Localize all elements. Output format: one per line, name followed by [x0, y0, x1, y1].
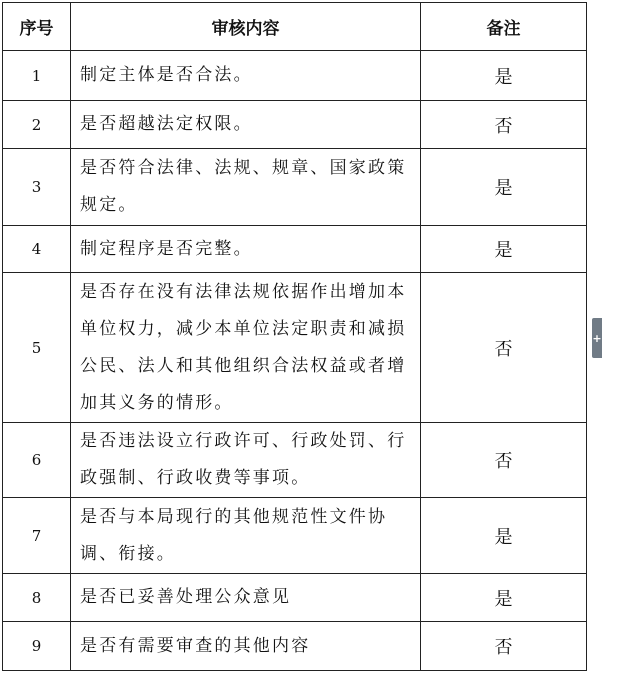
table-row	[3, 423, 587, 498]
row-note: 是	[421, 226, 587, 273]
row-note: 否	[421, 273, 587, 423]
row-content: 制定主体是否合法。	[71, 51, 421, 101]
row-note: 是	[421, 149, 587, 226]
row-number: 7	[3, 498, 71, 574]
row-content: 是否符合法律、法规、规章、国家政策规定。	[71, 149, 421, 226]
table-row	[3, 574, 587, 622]
table-row	[3, 622, 587, 671]
row-number: 3	[3, 149, 71, 226]
row-content: 制定程序是否完整。	[71, 226, 421, 273]
row-content: 是否已妥善处理公众意见	[71, 574, 421, 622]
row-note: 是	[421, 574, 587, 622]
row-content: 是否与本局现行的其他规范性文件协 调、衔接。	[71, 498, 421, 574]
row-note: 否	[421, 622, 587, 671]
row-content: 是否有需要审查的其他内容	[71, 622, 421, 671]
row-number: 1	[3, 51, 71, 101]
table-row	[3, 273, 587, 423]
header-content: 审核内容	[71, 3, 421, 51]
table-row	[3, 149, 587, 226]
table-row	[3, 226, 587, 273]
table-row	[3, 51, 587, 101]
row-number: 8	[3, 574, 71, 622]
row-number: 4	[3, 226, 71, 273]
plus-icon: +	[592, 331, 602, 345]
row-number: 2	[3, 101, 71, 149]
row-note: 是	[421, 498, 587, 574]
review-table	[2, 2, 587, 671]
row-number: 9	[3, 622, 71, 671]
row-content: 是否超越法定权限。	[71, 101, 421, 149]
header-note: 备注	[421, 3, 587, 51]
header-number: 序号	[3, 3, 71, 51]
row-number: 6	[3, 423, 71, 498]
row-note: 否	[421, 423, 587, 498]
table-row	[3, 498, 587, 574]
row-note: 是	[421, 51, 587, 101]
row-note: 否	[421, 101, 587, 149]
row-number: 5	[3, 273, 71, 423]
side-expand-handle[interactable]	[592, 318, 602, 358]
table-row	[3, 101, 587, 149]
row-content: 是否存在没有法律法规依据作出增加本单位权力，减少本单位法定职责和减损公民、法人和其他组织合法权益或者增加其义务的情形。	[71, 273, 421, 423]
header-row	[3, 3, 587, 51]
row-content: 是否违法设立行政许可、行政处罚、行政强制、行政收费等事项。	[71, 423, 421, 498]
